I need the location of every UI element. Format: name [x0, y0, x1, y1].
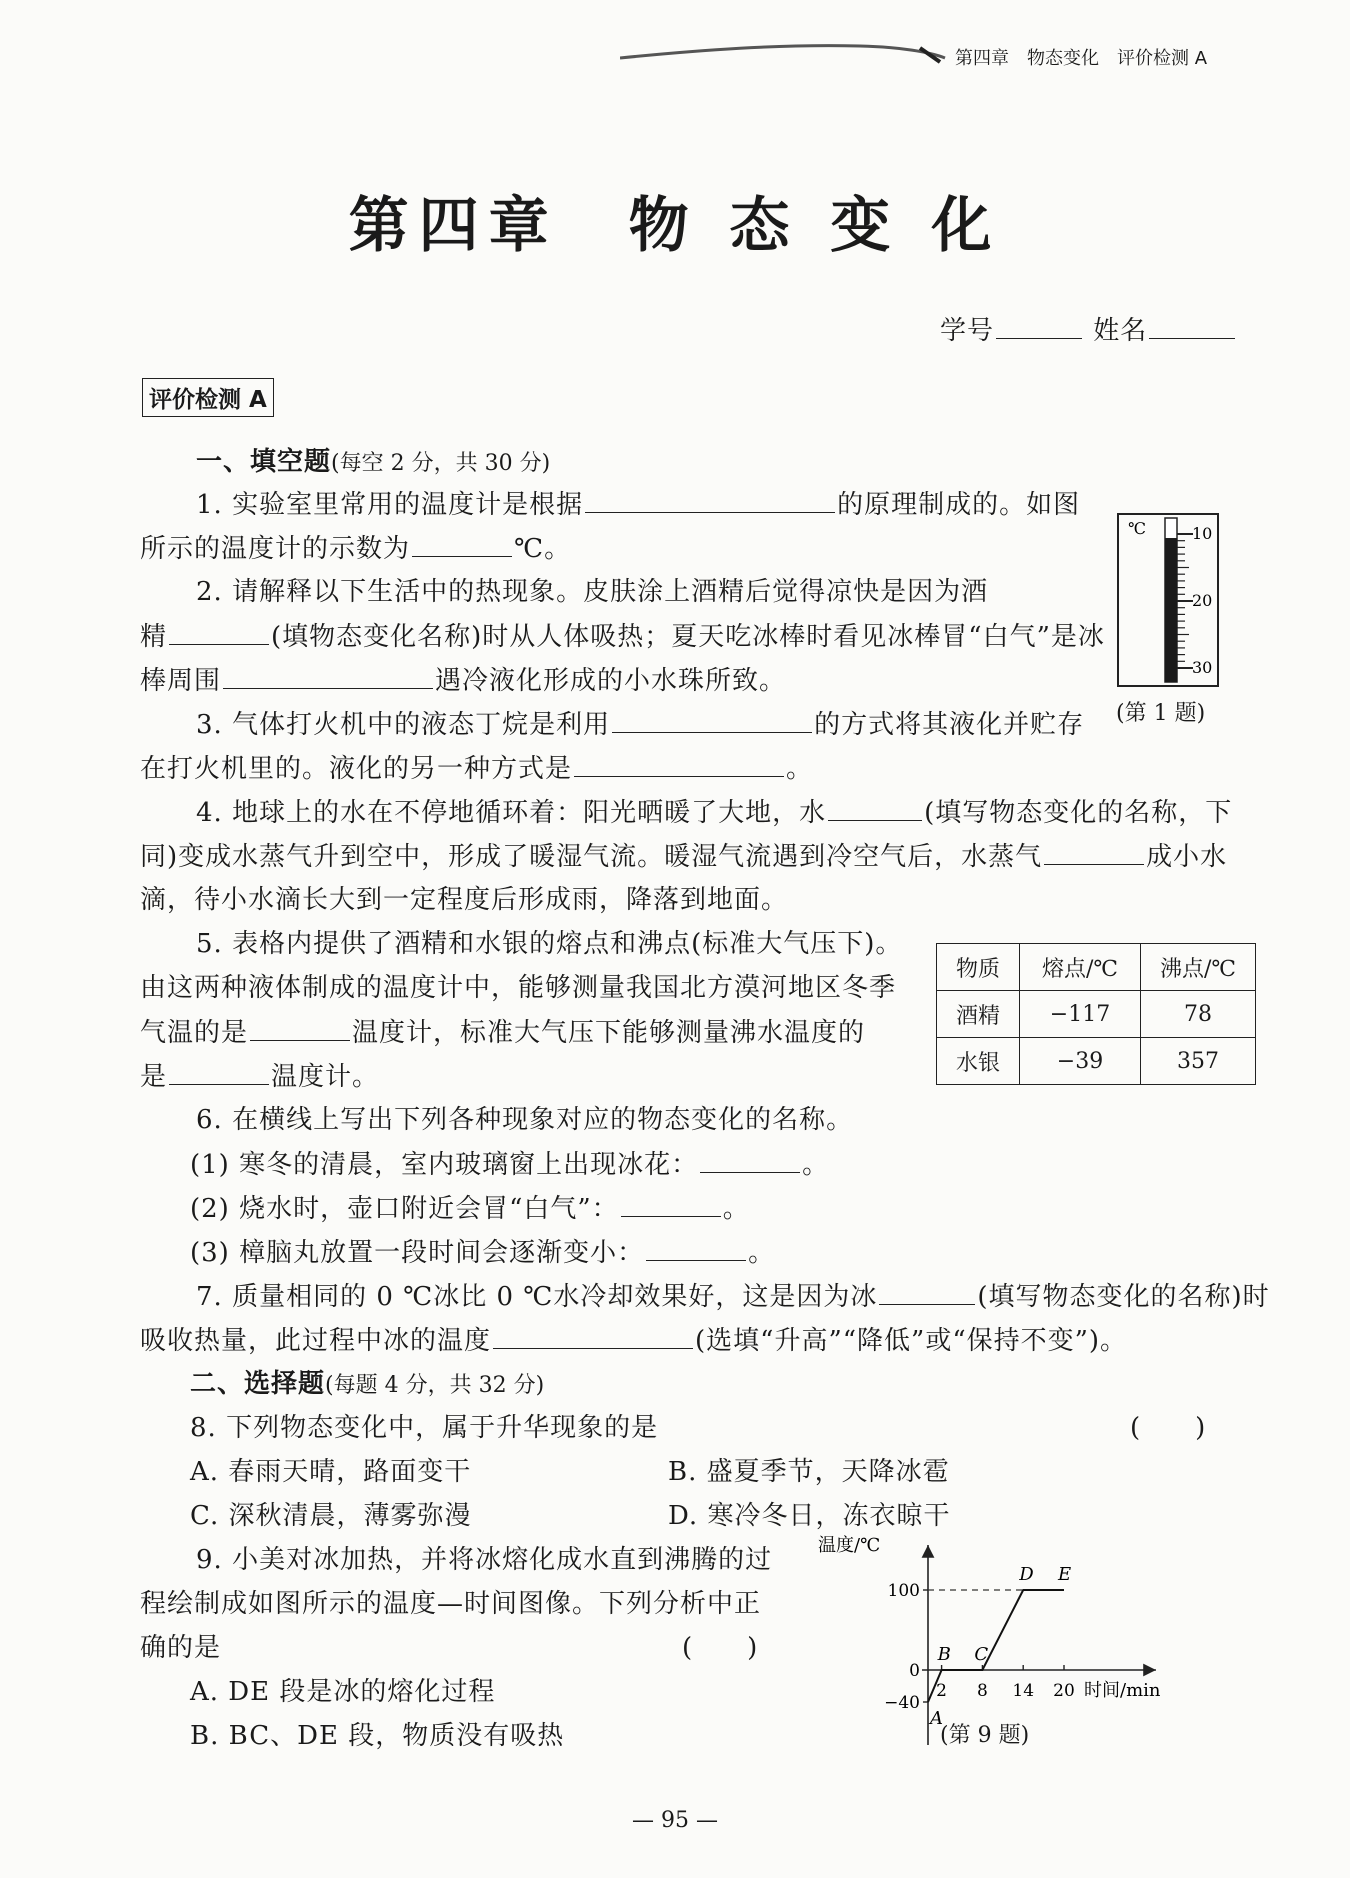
q1-blank1[interactable]	[585, 486, 835, 513]
q1-line2	[140, 530, 571, 567]
table-row	[937, 1038, 1256, 1085]
q8-option-d[interactable]: D. 寒冷冬日，冻衣晾干	[668, 1501, 951, 1531]
q4-text-b: (填写物态变化的名称，下	[924, 798, 1233, 828]
q1-text-a: 1. 实验室里常用的温度计是根据	[196, 490, 584, 520]
q2-blank2[interactable]	[223, 662, 433, 689]
q8-option-b[interactable]: B. 盛夏季节，天降冰雹	[668, 1457, 950, 1487]
table-header-melting: 熔点/℃	[1020, 944, 1141, 991]
y-tick-label: −40	[884, 1693, 920, 1713]
section1-heading	[196, 444, 550, 482]
q6-sub2	[190, 1190, 750, 1227]
q8-option-c[interactable]: C. 深秋清晨，薄雾弥漫	[190, 1501, 472, 1531]
q3-line2	[140, 750, 813, 787]
q6-stem	[196, 1102, 853, 1138]
section2-note: (每题 4 分，共 32 分)	[325, 1373, 545, 1398]
table-cell: 78	[1141, 991, 1256, 1038]
q2-blank1[interactable]	[169, 618, 269, 645]
q7-text-d: (选填“升高”“降低”或“保持不变”)。	[695, 1326, 1128, 1356]
q5-text-c: 气温的是	[140, 1018, 249, 1048]
q5-text-b: 由这两种液体制成的温度计中，能够测量我国北方漠河地区冬季	[140, 973, 897, 1003]
q6-text-a: 6. 在横线上写出下列各种现象对应的物态变化的名称。	[196, 1105, 854, 1135]
thermometer-unit: ℃	[1128, 519, 1146, 538]
point-label-c: C	[974, 1644, 989, 1665]
table-cell: 357	[1141, 1038, 1256, 1085]
q5-text-e: 是	[140, 1062, 168, 1092]
q1-text-d: ℃。	[514, 534, 572, 564]
q3-text-a: 3. 气体打火机中的液态丁烷是利用	[196, 710, 611, 740]
q7-blank2[interactable]	[493, 1322, 693, 1349]
thermometer-liquid	[1165, 538, 1177, 682]
q2-text-d: 棒周围	[140, 666, 222, 696]
q4-text-c: 同)变成水蒸气升到空中，形成了暖湿气流。暖湿气流遇到冷空气后，水蒸气	[140, 842, 1043, 872]
chart-marks	[928, 1564, 1071, 1729]
q5-blank1[interactable]	[250, 1014, 350, 1041]
header-swoosh	[620, 40, 950, 70]
q5-text-d: 温度计，标准大气压下能够测量沸水温度的	[352, 1018, 866, 1048]
q2-line3	[140, 662, 786, 699]
page-number: — 95 —	[632, 1808, 718, 1833]
section1-title: 一、填空题	[196, 447, 332, 477]
q2-text-e: 遇冷液化形成的小水珠所致。	[435, 666, 787, 696]
q9-line1: 9. 小美对冰加热，并将冰熔化成水直到沸腾的过	[196, 1545, 773, 1575]
table-cell: −39	[1020, 1038, 1141, 1085]
q6-sub3	[190, 1234, 775, 1271]
x-tick-label: 20	[1053, 1681, 1075, 1701]
q4-blank2[interactable]	[1044, 838, 1144, 865]
q7-text-b: (填写物态变化的名称)时	[977, 1282, 1270, 1312]
q3-line1	[196, 706, 1084, 743]
x-tick-label: 2	[936, 1681, 948, 1701]
q1-text-b: 的原理制成的。如图	[837, 490, 1081, 520]
q8-stem: 8. 下列物态变化中，属于升华现象的是	[190, 1413, 659, 1443]
thermometer-tick-20: 20	[1192, 591, 1213, 610]
page-header: 第四章 物态变化 评价检测 A	[955, 48, 1208, 69]
point-label-a: A	[930, 1708, 943, 1729]
student-id-label: 学号	[940, 316, 995, 346]
q4-text-d: 成小水	[1146, 842, 1228, 872]
thermometer-tick-30: 30	[1192, 658, 1213, 677]
student-name-label: 姓名	[1093, 316, 1148, 346]
q4-text-a: 4. 地球上的水在不停地循环着：阳光晒暖了大地，水	[196, 798, 827, 828]
section2-title: 二、选择题	[190, 1369, 326, 1399]
section1-note: (每空 2 分，共 30 分)	[331, 451, 551, 476]
student-id-field[interactable]	[996, 312, 1082, 339]
q1-line1	[196, 486, 1080, 523]
table-cell: 水银	[937, 1038, 1020, 1085]
x-tick-label: 14	[1012, 1681, 1035, 1701]
q4-blank1[interactable]	[828, 794, 922, 821]
y-tick-label: 0	[909, 1661, 920, 1681]
q6-sub1	[190, 1146, 829, 1183]
q3-text-c: 在打火机里的。液化的另一种方式是	[140, 754, 573, 784]
point-label-e: E	[1058, 1564, 1072, 1585]
q6-blank2[interactable]	[621, 1190, 721, 1217]
q7-text-c: 吸收热量，此过程中冰的温度	[140, 1326, 492, 1356]
x-axis-label: 时间/min	[1084, 1680, 1161, 1701]
q5-line4	[140, 1058, 379, 1095]
melting-boiling-table	[936, 943, 1256, 1085]
q9-option-a[interactable]: A. DE 段是冰的熔化过程	[190, 1677, 496, 1707]
q3-blank2[interactable]	[574, 750, 784, 777]
y-axis-label: 温度/℃	[818, 1535, 881, 1556]
thermometer-figure	[1116, 512, 1226, 692]
q5-blank2[interactable]	[169, 1058, 269, 1085]
q9-line3: 确的是	[140, 1633, 222, 1663]
thermometer-scale	[1177, 534, 1193, 668]
q5-text-a: 5. 表格内提供了酒精和水银的熔点和沸点(标准大气压下)。	[196, 929, 903, 959]
student-name-field[interactable]	[1149, 312, 1235, 339]
chapter-title: 第四章 物 态 变 化	[348, 191, 1002, 261]
q2-text-a: 2. 请解释以下生活中的热现象。皮肤涂上酒精后觉得凉快是因为酒	[196, 577, 989, 607]
chart-caption: (第 9 题)	[940, 1723, 1030, 1748]
table-row	[937, 991, 1256, 1038]
q7-blank1[interactable]	[879, 1278, 975, 1305]
q6-blank1[interactable]	[700, 1146, 800, 1173]
q5-text-f: 温度计。	[271, 1062, 380, 1092]
q2-text-c: (填物态变化名称)时从人体吸热；夏天吃冰棒时看见冰棒冒“白气”是冰	[271, 622, 1105, 652]
section2-heading	[190, 1366, 544, 1404]
thermometer-caption: (第 1 题)	[1116, 701, 1206, 726]
q3-text-b: 的方式将其液化并贮存	[814, 710, 1085, 740]
q7-line2	[140, 1322, 1127, 1359]
q9-option-b[interactable]: B. BC、DE 段，物质没有吸热	[190, 1721, 565, 1751]
point-label-d: D	[1019, 1564, 1034, 1585]
table-header-row	[937, 944, 1256, 991]
q6-end2: 。	[722, 1194, 750, 1224]
q2-text-b: 精	[140, 622, 168, 652]
q7-text-a: 7. 质量相同的 0 ℃冰比 0 ℃水冷却效果好，这是因为冰	[196, 1282, 878, 1312]
q5-line1	[196, 926, 902, 962]
q1-blank2[interactable]	[412, 530, 512, 557]
q2-line1	[196, 574, 988, 610]
q7-line1	[196, 1278, 1270, 1315]
chart-axes	[818, 1535, 1161, 1745]
q3-blank1[interactable]	[612, 706, 812, 733]
q6-sub2-text: (2) 烧水时，壶口附近会冒“白气”：	[190, 1194, 619, 1224]
table-header-boiling: 沸点/℃	[1141, 944, 1256, 991]
thermometer-tick-10: 10	[1192, 524, 1213, 543]
table-header-substance: 物质	[937, 944, 1020, 991]
q4-line2	[140, 838, 1227, 875]
q4-line1	[196, 794, 1232, 831]
q6-sub1-text: (1) 寒冬的清晨，室内玻璃窗上出现冰花：	[190, 1150, 699, 1180]
q4-text-e: 滴，待小水滴长大到一定程度后形成雨，降落到地面。	[140, 885, 789, 915]
q6-blank3[interactable]	[646, 1234, 746, 1261]
point-label-b: B	[937, 1644, 951, 1665]
q4-line3	[140, 882, 788, 918]
q3-text-d: 。	[786, 754, 814, 784]
q9-answer-paren[interactable]: ( )	[682, 1633, 759, 1663]
q8-option-a[interactable]: A. 春雨天晴，路面变干	[190, 1457, 472, 1487]
q2-line2	[140, 618, 1105, 655]
q6-end3: 。	[748, 1238, 776, 1268]
student-info	[940, 312, 1237, 349]
table-cell: −117	[1020, 991, 1141, 1038]
q6-sub3-text: (3) 樟脑丸放置一段时间会逐渐变小：	[190, 1238, 645, 1268]
y-tick-label: 100	[887, 1581, 920, 1601]
section-tag: 评价检测 A	[142, 378, 274, 417]
q5-line2	[140, 970, 896, 1006]
q9-line2: 程绘制成如图所示的温度—时间图像。下列分析中正	[140, 1589, 762, 1619]
q5-line3	[140, 1014, 865, 1051]
q8-answer-paren[interactable]: ( )	[1130, 1413, 1207, 1443]
table-cell: 酒精	[937, 991, 1020, 1038]
q1-text-c: 所示的温度计的示数为	[140, 534, 411, 564]
q6-end1: 。	[802, 1150, 830, 1180]
x-tick-label: 8	[976, 1681, 988, 1701]
